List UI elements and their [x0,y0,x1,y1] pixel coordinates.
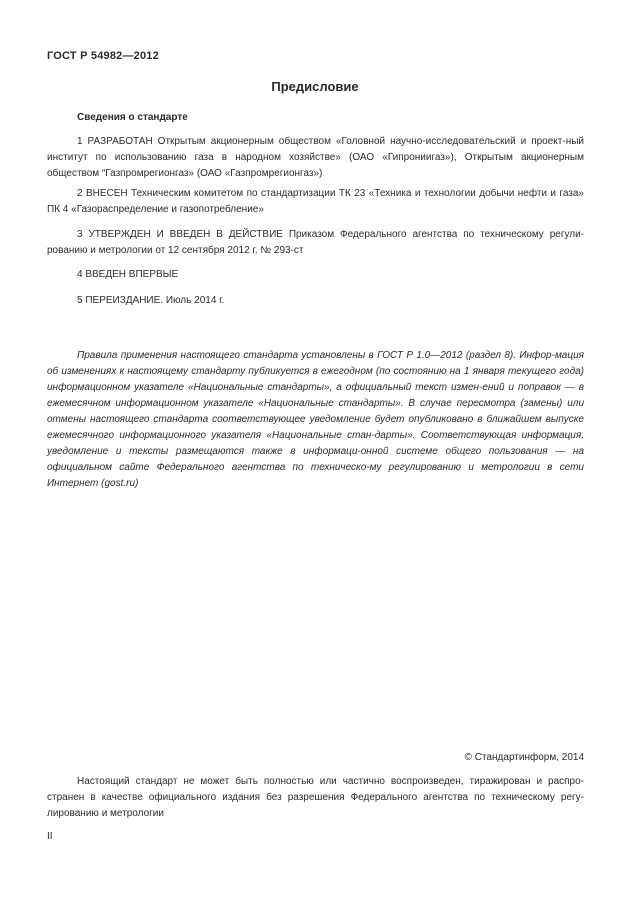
copyright-line: © Стандартинформ, 2014 [464,752,584,763]
item-developed: 1 РАЗРАБОТАН Открытым акционерным обществом «Головной научно-исследовательский и проект-ный институт по использованию газа в народном хозяйстве» (ОАО «Гипрониигаз»), Открытым акционерным обществом “Газпромрегионгаз» (ОАО «Газпромрегионгаз») [47,136,584,179]
rules-notice: Правила применения настоящего стандарта установлены в ГОСТ Р 1.0—2012 (раздел 8). Инфор-мация об изменениях к настоящему стандарту публикуется в ежегодном (по состоянию на 1 января текущего года) информационном указателе «Национальные стандарты», а официальный текст измен-ений и поправок — в ежемесячном информационном указателе «Национальные стандарты». В случае пересмотра (замены) или отмены настоящего стандарта соответствующее уведомление будет опубликовано в ближайшем выпуске ежемесячного информационного указателя «Национальные стан-дарты». Соответствующая информация, уведомление и тексты размещаются также в информаци-онной системе общего пользования — на официальном сайте Федерального агентства по техническо-му регулированию и метрологии в сети Интернет (gost.ru) [47,350,584,489]
item-approved: 3 УТВЕРЖДЕН И ВВЕДЕН В ДЕЙСТВИЕ Приказом Федерального агентства по техническому регули-рованию и метрологии от 12 сентября 2012 г. № 293-ст [47,229,584,256]
preface-title: Предисловие [271,79,359,94]
reproduction-notice: Настоящий стандарт не может быть полностью или частично воспроизведен, тиражирован и распро-странен в качестве официального издания без разрешения Федерального агентства по техническому регу-лированию и метрологии [47,776,584,819]
item-first-introduced: 4 ВВЕДЕН ВПЕРВЫЕ [77,269,179,280]
item-reissue: 5 ПЕРЕИЗДАНИЕ. Июль 2014 г. [77,295,225,306]
about-standard-heading: Сведения о стандарте [77,112,188,123]
page-number: II [47,831,53,842]
document-code: ГОСТ Р 54982—2012 [47,50,159,62]
item-submitted: 2 ВНЕСЕН Техническим комитетом по стандартизации ТК 23 «Техника и технологии добычи нефти и газа» ПК 4 «Газораспределение и газопотребление» [47,188,584,215]
